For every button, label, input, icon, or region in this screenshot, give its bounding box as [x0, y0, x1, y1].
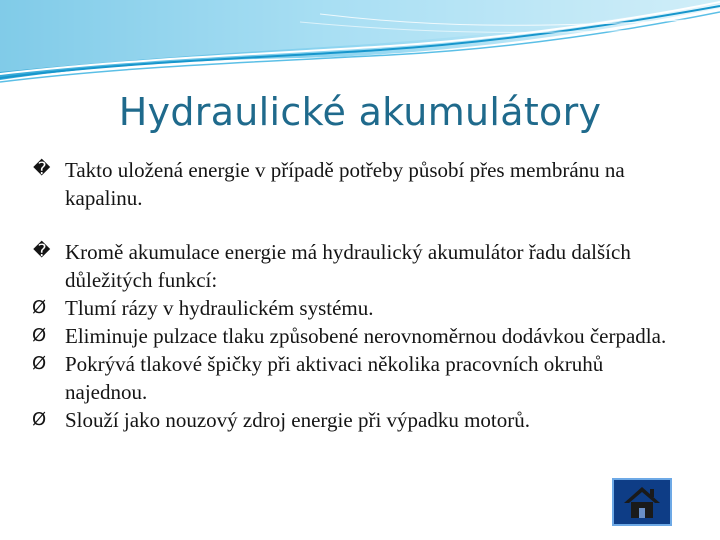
- arrow-bullet-icon: Ø: [32, 353, 47, 374]
- sub-list-item-1: [32, 294, 672, 322]
- slide-title: Hydraulické akumulátory: [118, 90, 602, 134]
- arrow-bullet-icon: Ø: [32, 325, 47, 346]
- arrow-bullet-icon: Ø: [32, 297, 47, 318]
- home-icon: [622, 484, 662, 520]
- sub-item-text: Eliminuje pulzace tlaku způsobené nerovnoměrnou dodávkou čerpadla.: [65, 324, 667, 348]
- missing-glyph-bullet-icon: �: [33, 159, 51, 179]
- slide-content: [32, 156, 672, 434]
- header-wave-decoration: [0, 0, 720, 90]
- paragraph-1: [32, 156, 672, 212]
- paragraph-2: [32, 238, 672, 294]
- sub-item-text: Pokrývá tlakové špičky při aktivaci několika pracovních okruhů najednou.: [65, 352, 604, 404]
- arrow-bullet-icon: Ø: [32, 409, 47, 430]
- sub-item-text: Tlumí rázy v hydraulickém systému.: [65, 296, 374, 320]
- sub-list-item-2: [32, 322, 672, 350]
- sub-list-item-3: [32, 350, 672, 406]
- sub-item-text: Slouží jako nouzový zdroj energie při výpadku motorů.: [65, 408, 531, 432]
- paragraph-1-text: Takto uložená energie v případě potřeby působí přes membránu na kapalinu.: [65, 158, 625, 210]
- home-button[interactable]: [612, 478, 672, 526]
- sub-list-item-4: [32, 406, 672, 434]
- missing-glyph-bullet-icon: �: [33, 241, 51, 261]
- paragraph-2-text: Kromě akumulace energie má hydraulický akumulátor řadu dalších důležitých funkcí:: [65, 240, 631, 292]
